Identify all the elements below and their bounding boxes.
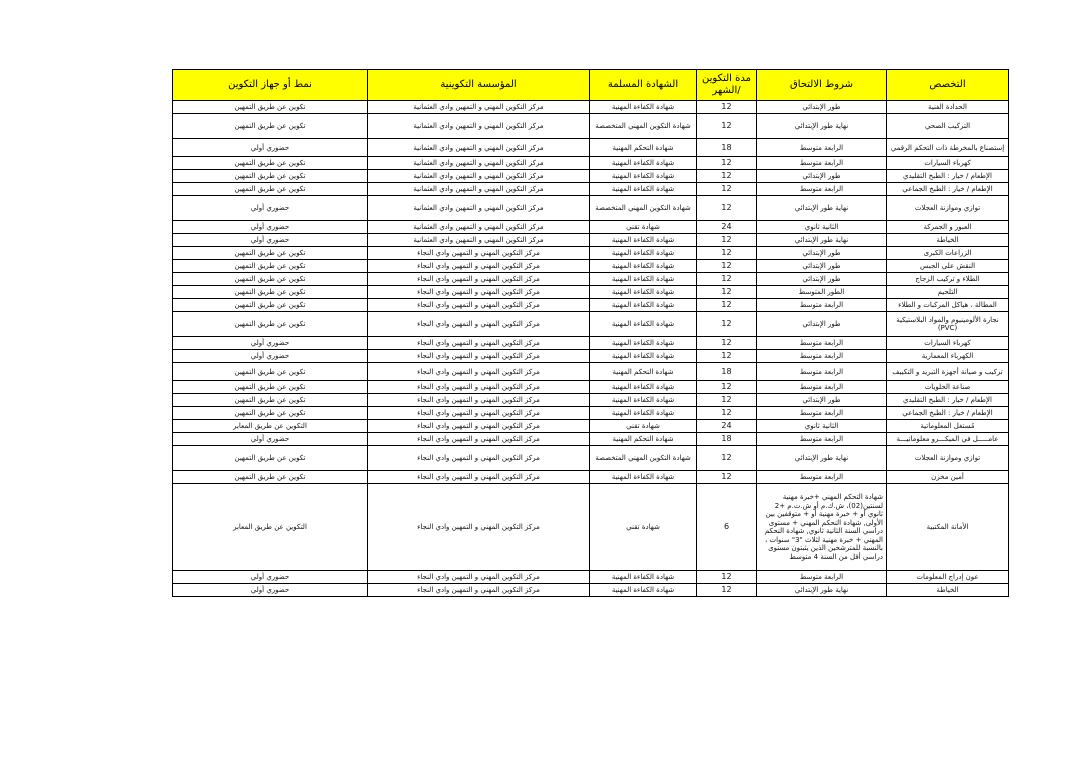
table-row bbox=[173, 407, 1009, 420]
table-row bbox=[173, 221, 1009, 234]
cell-duration: 12 bbox=[697, 584, 757, 597]
cell-institution: مركز التكوين المهني و التمهين وادي النجاء bbox=[368, 433, 590, 446]
cell-certificate: شهادة الكفاءة المهنية bbox=[590, 247, 697, 260]
cell-certificate: شهادة الكفاءة المهنية bbox=[590, 299, 697, 312]
cell-institution: مركز التكوين المهني و التمهين وادي النجاء bbox=[368, 584, 590, 597]
header-institution: المؤسسة التكوينية bbox=[368, 70, 590, 101]
cell-specialty: العبور و الجمركة bbox=[887, 221, 1009, 234]
cell-duration: 12 bbox=[697, 273, 757, 286]
cell-duration: 18 bbox=[697, 139, 757, 157]
cell-mode: حضوري أولي bbox=[173, 433, 368, 446]
cell-institution: مركز التكوين المهني و التمهين وادي النجاء bbox=[368, 350, 590, 363]
cell-mode: تكوين عن طريق التمهين bbox=[173, 299, 368, 312]
cell-conditions: الرابعة متوسط bbox=[757, 433, 887, 446]
cell-mode: تكوين عن طريق التمهين bbox=[173, 312, 368, 337]
cell-duration: 12 bbox=[697, 260, 757, 273]
header-row bbox=[173, 70, 1009, 101]
cell-specialty: عامـــــل في الميكـــرو معلوماتيـــة bbox=[887, 433, 1009, 446]
cell-certificate: شهادة تقني bbox=[590, 420, 697, 433]
cell-institution: مركز التكوين المهني و التمهين وادي النجاء bbox=[368, 471, 590, 484]
cell-specialty: التلحيم bbox=[887, 286, 1009, 299]
cell-duration: 12 bbox=[697, 471, 757, 484]
cell-duration: 24 bbox=[697, 221, 757, 234]
cell-specialty: الإطعام / خيار : الطبخ التقليدي bbox=[887, 394, 1009, 407]
cell-specialty: الإطعام / خيار : الطبخ الجماعي bbox=[887, 183, 1009, 196]
cell-mode: حضوري أولي bbox=[173, 337, 368, 350]
cell-specialty: الأمانة المكتبية bbox=[887, 484, 1009, 571]
cell-mode: تكوين عن طريق التمهين bbox=[173, 247, 368, 260]
cell-mode: تكوين عن طريق التمهين bbox=[173, 170, 368, 183]
cell-conditions: الرابعة متوسط bbox=[757, 337, 887, 350]
cell-specialty: المطالة ، هياكل المركبات و الطلاء bbox=[887, 299, 1009, 312]
table-row bbox=[173, 299, 1009, 312]
cell-specialty: أمين مخزن bbox=[887, 471, 1009, 484]
cell-specialty: كهرباء السيارات bbox=[887, 337, 1009, 350]
table-row bbox=[173, 484, 1009, 571]
cell-specialty: الخياطة bbox=[887, 584, 1009, 597]
table-row bbox=[173, 170, 1009, 183]
cell-institution: مركز التكوين المهني و التمهين وادي النجاء bbox=[368, 407, 590, 420]
cell-mode: حضوري أولي bbox=[173, 221, 368, 234]
cell-mode: حضوري أولي bbox=[173, 571, 368, 584]
cell-mode: تكوين عن طريق التمهين bbox=[173, 286, 368, 299]
cell-certificate: شهادة الكفاءة المهنية bbox=[590, 170, 697, 183]
cell-mode: حضوري أولي bbox=[173, 234, 368, 247]
table-row bbox=[173, 394, 1009, 407]
cell-conditions: طور الإبتدائي bbox=[757, 260, 887, 273]
cell-conditions: طور الإبتدائي bbox=[757, 247, 887, 260]
table-row bbox=[173, 337, 1009, 350]
cell-certificate: شهادة الكفاءة المهنية bbox=[590, 584, 697, 597]
cell-mode: حضوري أولي bbox=[173, 584, 368, 597]
table-row bbox=[173, 312, 1009, 337]
header-certificate: الشهادة المسلمة bbox=[590, 70, 697, 101]
cell-mode: تكوين عن طريق التمهين bbox=[173, 471, 368, 484]
cell-duration: 12 bbox=[697, 286, 757, 299]
cell-certificate: شهادة الكفاءة المهنية bbox=[590, 471, 697, 484]
cell-specialty: الخياطة bbox=[887, 234, 1009, 247]
cell-specialty: نجارة الألومينيوم والمواد البلاستيكية (PVC) bbox=[887, 312, 1009, 337]
table-row bbox=[173, 584, 1009, 597]
cell-conditions: الرابعة متوسط bbox=[757, 407, 887, 420]
cell-institution: مركز التكوين المهني و التمهين وادي النجاء bbox=[368, 247, 590, 260]
cell-certificate: شهادة الكفاءة المهنية bbox=[590, 286, 697, 299]
cell-institution: مركز التكوين المهني و التمهين وادي النجاء bbox=[368, 286, 590, 299]
cell-institution: مركز التكوين المهني و التمهين وادي العثمانية bbox=[368, 170, 590, 183]
cell-certificate: شهادة الكفاءة المهنية bbox=[590, 337, 697, 350]
cell-specialty: صناعة الحلويات bbox=[887, 381, 1009, 394]
cell-specialty: كهرباء السيارات bbox=[887, 157, 1009, 170]
cell-conditions: طور الإبتدائي bbox=[757, 170, 887, 183]
cell-institution: مركز التكوين المهني و التمهين وادي العثمانية bbox=[368, 221, 590, 234]
table-row bbox=[173, 471, 1009, 484]
cell-duration: 12 bbox=[697, 170, 757, 183]
cell-conditions: نهاية طور الإبتدائي bbox=[757, 234, 887, 247]
cell-mode: تكوين عن طريق التمهين bbox=[173, 183, 368, 196]
cell-certificate: شهادة التحكم المهنية bbox=[590, 139, 697, 157]
cell-mode: تكوين عن طريق التمهين bbox=[173, 363, 368, 381]
cell-conditions: نهاية طور الإبتدائي bbox=[757, 446, 887, 471]
table-row bbox=[173, 363, 1009, 381]
cell-institution: مركز التكوين المهني و التمهين وادي العثمانية bbox=[368, 101, 590, 114]
cell-institution: مركز التكوين المهني و التمهين وادي النجاء bbox=[368, 381, 590, 394]
cell-institution: مركز التكوين المهني و التمهين وادي النجاء bbox=[368, 571, 590, 584]
cell-specialty: الزراعات الكبرى bbox=[887, 247, 1009, 260]
cell-duration: 18 bbox=[697, 433, 757, 446]
cell-mode: تكوين عن طريق التمهين bbox=[173, 407, 368, 420]
cell-conditions: الرابعة متوسط bbox=[757, 139, 887, 157]
cell-certificate: شهادة تقني bbox=[590, 221, 697, 234]
cell-specialty: الإطعام / خيار : الطبخ التقليدي bbox=[887, 170, 1009, 183]
table-row bbox=[173, 139, 1009, 157]
cell-conditions: طور الإبتدائي bbox=[757, 312, 887, 337]
table-row bbox=[173, 183, 1009, 196]
cell-institution: مركز التكوين المهني و التمهين وادي العثمانية bbox=[368, 157, 590, 170]
cell-conditions: الرابعة متوسط bbox=[757, 157, 887, 170]
cell-duration: 12 bbox=[697, 312, 757, 337]
cell-duration: 12 bbox=[697, 394, 757, 407]
cell-institution: مركز التكوين المهني و التمهين وادي النجاء bbox=[368, 260, 590, 273]
cell-duration: 18 bbox=[697, 363, 757, 381]
cell-mode: تكوين عن طريق التمهين bbox=[173, 260, 368, 273]
cell-institution: مركز التكوين المهني و التمهين وادي النجاء bbox=[368, 312, 590, 337]
cell-specialty: توازي وموازنة العجلات bbox=[887, 196, 1009, 221]
cell-mode: حضوري أولي bbox=[173, 350, 368, 363]
cell-specialty: الإطعام / خيار : الطبخ الجماعي bbox=[887, 407, 1009, 420]
header-mode: نمط أو جهاز التكوين bbox=[173, 70, 368, 101]
table-row bbox=[173, 446, 1009, 471]
cell-mode: تكوين عن طريق التمهين bbox=[173, 114, 368, 139]
cell-duration: 12 bbox=[697, 381, 757, 394]
cell-duration: 12 bbox=[697, 247, 757, 260]
table-row bbox=[173, 114, 1009, 139]
cell-conditions: الطور المتوسط bbox=[757, 286, 887, 299]
table-row bbox=[173, 273, 1009, 286]
cell-institution: مركز التكوين المهني و التمهين وادي العثمانية bbox=[368, 234, 590, 247]
table-row bbox=[173, 157, 1009, 170]
cell-institution: مركز التكوين المهني و التمهين وادي النجاء bbox=[368, 273, 590, 286]
cell-conditions: الرابعة متوسط bbox=[757, 363, 887, 381]
cell-conditions: الرابعة متوسط bbox=[757, 381, 887, 394]
cell-certificate: شهادة التحكم المهنية bbox=[590, 363, 697, 381]
table-row bbox=[173, 196, 1009, 221]
cell-specialty: إستصناع بالمخرطة ذات التحكم الرقمي bbox=[887, 139, 1009, 157]
header-specialty: التخصص bbox=[887, 70, 1009, 101]
table-row bbox=[173, 101, 1009, 114]
cell-certificate: شهادة الكفاءة المهنية bbox=[590, 407, 697, 420]
cell-certificate: شهادة الكفاءة المهنية bbox=[590, 260, 697, 273]
table-row bbox=[173, 286, 1009, 299]
cell-duration: 12 bbox=[697, 234, 757, 247]
cell-institution: مركز التكوين المهني و التمهين وادي النجاء bbox=[368, 299, 590, 312]
cell-conditions: الثانية ثانوي bbox=[757, 420, 887, 433]
cell-conditions: نهاية طور الإبتدائي bbox=[757, 196, 887, 221]
cell-mode: تكوين عن طريق التمهين bbox=[173, 446, 368, 471]
cell-specialty: الكهرباء المعمارية bbox=[887, 350, 1009, 363]
cell-conditions: الرابعة متوسط bbox=[757, 471, 887, 484]
cell-institution: مركز التكوين المهني و التمهين وادي النجاء bbox=[368, 363, 590, 381]
cell-certificate: شهادة التكوين المهني المتخصصة bbox=[590, 114, 697, 139]
cell-mode: التكوين عن طريق المعابر bbox=[173, 420, 368, 433]
cell-institution: مركز التكوين المهني و التمهين وادي العثمانية bbox=[368, 139, 590, 157]
cell-institution: مركز التكوين المهني و التمهين وادي العثمانية bbox=[368, 196, 590, 221]
cell-conditions: الرابعة متوسط bbox=[757, 183, 887, 196]
cell-duration: 12 bbox=[697, 157, 757, 170]
cell-certificate: شهادة التكوين المهني المتخصصة bbox=[590, 446, 697, 471]
cell-duration: 12 bbox=[697, 407, 757, 420]
cell-mode: تكوين عن طريق التمهين bbox=[173, 394, 368, 407]
training-programs-sheet bbox=[172, 69, 1008, 597]
table-row bbox=[173, 571, 1009, 584]
cell-conditions: الثانية ثانوي bbox=[757, 221, 887, 234]
cell-mode: حضوري أولي bbox=[173, 139, 368, 157]
cell-conditions: الرابعة متوسط bbox=[757, 350, 887, 363]
cell-mode: تكوين عن طريق التمهين bbox=[173, 273, 368, 286]
cell-duration: 12 bbox=[697, 299, 757, 312]
cell-certificate: شهادة تقني bbox=[590, 484, 697, 571]
cell-institution: مركز التكوين المهني و التمهين وادي النجاء bbox=[368, 420, 590, 433]
cell-duration: 12 bbox=[697, 114, 757, 139]
cell-specialty: تركيب و صيانة أجهزة التبريد و التكييف bbox=[887, 363, 1009, 381]
cell-duration: 6 bbox=[697, 484, 757, 571]
cell-certificate: شهادة الكفاءة المهنية bbox=[590, 101, 697, 114]
cell-mode: التكوين عن طريق المعابر bbox=[173, 484, 368, 571]
cell-certificate: شهادة الكفاءة المهنية bbox=[590, 312, 697, 337]
cell-certificate: شهادة الكفاءة المهنية bbox=[590, 350, 697, 363]
cell-conditions: طور الإبتدائي bbox=[757, 273, 887, 286]
cell-conditions: نهاية طور الإبتدائي bbox=[757, 114, 887, 139]
cell-certificate: شهادة التحكم المهنية bbox=[590, 433, 697, 446]
cell-specialty: توازي وموازنة العجلات bbox=[887, 446, 1009, 471]
cell-certificate: شهادة الكفاءة المهنية bbox=[590, 157, 697, 170]
cell-conditions: طور الإبتدائي bbox=[757, 101, 887, 114]
header-duration: مدة التكوين /الشهر bbox=[697, 70, 757, 101]
cell-certificate: شهادة التكوين المهني المتخصصة bbox=[590, 196, 697, 221]
cell-certificate: شهادة الكفاءة المهنية bbox=[590, 571, 697, 584]
cell-duration: 12 bbox=[697, 196, 757, 221]
cell-duration: 12 bbox=[697, 337, 757, 350]
table-row bbox=[173, 420, 1009, 433]
cell-duration: 24 bbox=[697, 420, 757, 433]
cell-mode: تكوين عن طريق التمهين bbox=[173, 101, 368, 114]
header-conditions: شروط الالتحاق bbox=[757, 70, 887, 101]
cell-mode: تكوين عن طريق التمهين bbox=[173, 381, 368, 394]
cell-specialty: النقش على الجبس bbox=[887, 260, 1009, 273]
cell-institution: مركز التكوين المهني و التمهين وادي النجاء bbox=[368, 394, 590, 407]
cell-duration: 12 bbox=[697, 446, 757, 471]
cell-specialty: الحدادة الفنية bbox=[887, 101, 1009, 114]
cell-institution: مركز التكوين المهني و التمهين وادي العثمانية bbox=[368, 114, 590, 139]
table-row bbox=[173, 350, 1009, 363]
cell-certificate: شهادة الكفاءة المهنية bbox=[590, 234, 697, 247]
cell-certificate: شهادة الكفاءة المهنية bbox=[590, 381, 697, 394]
table-row bbox=[173, 234, 1009, 247]
table-row bbox=[173, 381, 1009, 394]
cell-institution: مركز التكوين المهني و التمهين وادي النجاء bbox=[368, 337, 590, 350]
cell-institution: مركز التكوين المهني و التمهين وادي العثمانية bbox=[368, 183, 590, 196]
cell-conditions: الرابعة متوسط bbox=[757, 571, 887, 584]
cell-certificate: شهادة الكفاءة المهنية bbox=[590, 273, 697, 286]
cell-duration: 12 bbox=[697, 571, 757, 584]
cell-certificate: شهادة الكفاءة المهنية bbox=[590, 394, 697, 407]
table-row bbox=[173, 433, 1009, 446]
table-row bbox=[173, 247, 1009, 260]
cell-duration: 12 bbox=[697, 350, 757, 363]
cell-certificate: شهادة الكفاءة المهنية bbox=[590, 183, 697, 196]
cell-mode: حضوري أولي bbox=[173, 196, 368, 221]
cell-conditions: نهاية طور الإبتدائي bbox=[757, 584, 887, 597]
cell-conditions: طور الإبتدائي bbox=[757, 394, 887, 407]
cell-specialty: الطلاء و تركيب الزجاج bbox=[887, 273, 1009, 286]
cell-conditions: شهادة التحكم المهني +خبرة مهنية لسنتين(02)، ش.ك.م أو ش.ت.م +2 ثانوي أو + خبرة مهنية أو + متوقفين بين الأولى, شهادة التحكم المهني + مستوى دراسي السنة الثانية ثانوي, شهادة التحكم المهني + خبرة مهنية لثلاث "3" سنوات ، بالنسبة للمترشحين الذين يثبتون مستوى دراسي أقل من السنة 4 متوسط bbox=[757, 484, 887, 571]
cell-institution: مركز التكوين المهني و التمهين وادي النجاء bbox=[368, 446, 590, 471]
cell-conditions: الرابعة متوسط bbox=[757, 299, 887, 312]
cell-mode: تكوين عن طريق التمهين bbox=[173, 157, 368, 170]
cell-duration: 12 bbox=[697, 183, 757, 196]
table-body bbox=[173, 101, 1009, 597]
cell-specialty: التركيب الصحي bbox=[887, 114, 1009, 139]
cell-institution: مركز التكوين المهني و التمهين وادي النجاء bbox=[368, 484, 590, 571]
cell-specialty: عون إدراج المعلومات bbox=[887, 571, 1009, 584]
cell-duration: 12 bbox=[697, 101, 757, 114]
cell-specialty: مُستغل المعلوماتية bbox=[887, 420, 1009, 433]
table-row bbox=[173, 260, 1009, 273]
training-table bbox=[172, 69, 1009, 597]
